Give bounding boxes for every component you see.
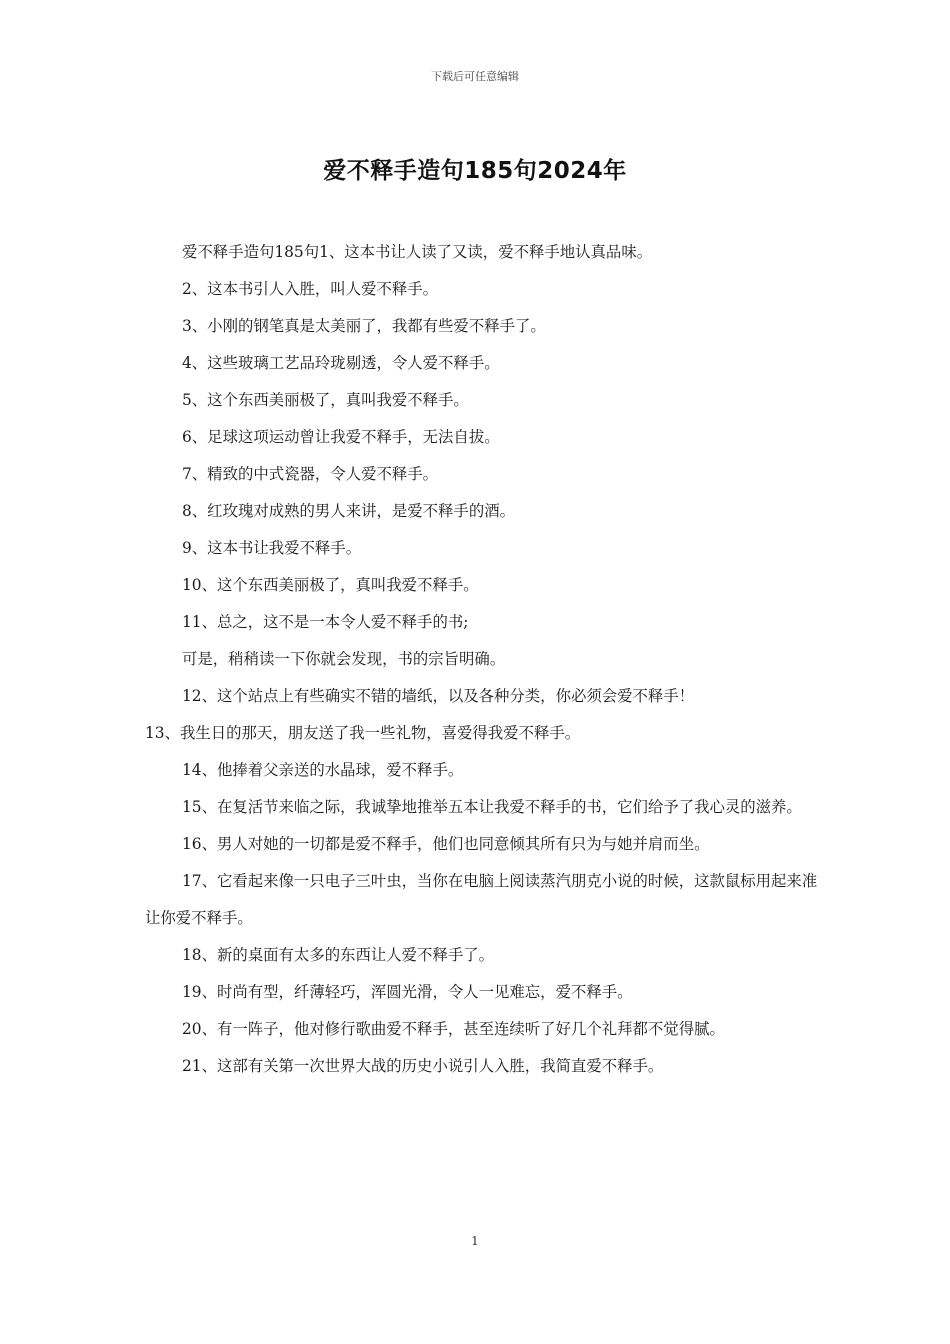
paragraph-8: 8、红玫瑰对成熟的男人来讲，是爱不释手的酒。 (182, 502, 515, 520)
page-number: 1 (471, 1234, 479, 1248)
paragraph-11: 11、总之，这不是一本令人爱不释手的书; (182, 613, 469, 631)
document-title: 爱不释手造句185句2024年 (323, 158, 627, 184)
paragraph-12: 12、这个站点上有些确实不错的墙纸，以及各种分类，你必须会爱不释手！ (182, 687, 695, 705)
document-body (145, 234, 823, 1085)
paragraph-9: 9、这本书让我爱不释手。 (182, 539, 362, 557)
paragraph-13: 13、我生日的那天，朋友送了我一些礼物，喜爱得我爱不释手。 (145, 724, 581, 742)
paragraph-4: 4、这些玻璃工艺品玲珑剔透，令人爱不释手。 (182, 354, 500, 372)
paragraph-1: 爱不释手造句185句1、这本书让人读了又读，爱不释手地认真品味。 (182, 243, 653, 261)
paragraph-21: 21、这部有关第一次世界大战的历史小说引人入胜，我简直爱不释手。 (182, 1057, 664, 1075)
paragraph-20: 20、有一阵子，他对修行歌曲爱不释手，甚至连续听了好几个礼拜都不觉得腻。 (182, 1020, 725, 1038)
paragraph-11-continued: 可是，稍稍读一下你就会发现，书的宗旨明确。 (182, 650, 506, 668)
paragraph-6: 6、足球这项运动曾让我爱不释手，无法自拔。 (182, 428, 500, 446)
paragraph-5: 5、这个东西美丽极了，真叫我爱不释手。 (182, 391, 469, 409)
paragraph-17: 17、它看起来像一只电子三叶虫，当你在电脑上阅读蒸汽朋克小说的时候，这款鼠标用起来准让你爱不释手。 (145, 872, 818, 927)
paragraph-18: 18、新的桌面有太多的东西让人爱不释手了。 (182, 946, 495, 964)
paragraph-15: 15、在复活节来临之际，我诚挚地推举五本让我爱不释手的书，它们给予了我心灵的滋养。 (182, 798, 802, 816)
paragraph-3: 3、小刚的钢笔真是太美丽了，我都有些爱不释手了。 (182, 317, 546, 335)
paragraph-10: 10、这个东西美丽极了，真叫我爱不释手。 (182, 576, 479, 594)
paragraph-16: 16、男人对她的一切都是爱不释手，他们也同意倾其所有只为与她并肩而坐。 (182, 835, 710, 853)
paragraph-7: 7、精致的中式瓷器，令人爱不释手。 (182, 465, 439, 483)
paragraph-2: 2、这本书引人入胜，叫人爱不释手。 (182, 280, 439, 298)
paragraph-14: 14、他捧着父亲送的水晶球，爱不释手。 (182, 761, 464, 779)
paragraph-19: 19、时尚有型，纤薄轻巧，浑圆光滑，令人一见难忘，爱不释手。 (182, 983, 633, 1001)
header-note: 下载后可任意编辑 (431, 70, 519, 83)
